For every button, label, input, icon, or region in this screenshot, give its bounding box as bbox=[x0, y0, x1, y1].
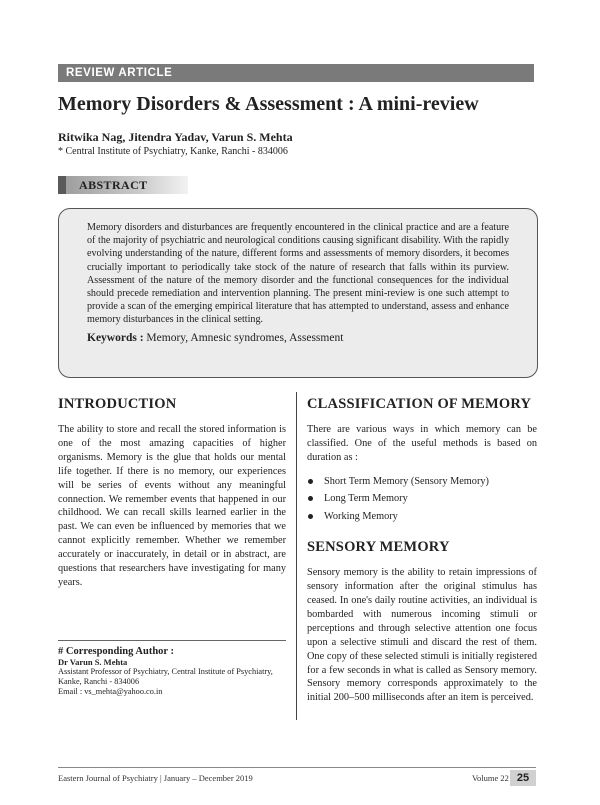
abstract-text: Memory disorders and disturbances are frequently encountered in the clinical practice and are a feature of the majority of psychiatric and neurological conditions causing significant disability. With the rapidly evolving understanding of the nature, different forms and assessments of memory disorders, it becomes crucially important to periodically take stock of the nature of research that falls within its purview. Assessment of the nature of the memory disorder and the functional consequences for the individual should precede remediation and intervention planning. The present mini-review is one such attempt to provide a scan of the emerging empirical literature that has attempted to understand, assess and enhance memory disturbances in the clinical setting. bbox=[87, 222, 509, 326]
column-divider bbox=[296, 392, 297, 720]
corresponding-author-address: Kanke, Ranchi - 834006 bbox=[58, 677, 140, 686]
keywords-line bbox=[87, 332, 509, 344]
abstract-heading: ABSTRACT bbox=[79, 178, 148, 192]
author-affiliation: * Central Institute of Psychiatry, Kanke, Ranchi - 834006 bbox=[58, 146, 288, 157]
introduction-text: The ability to store and recall the stored information is one of the most amazing capacities of higher organisms. Memory is the glue that holds our mental life together. If there is no memory, our experiences will be series of events without any meaningful connection. We remember events that happened in our childhood. We can recall skills learned earlier in the past. We can even be influenced by memories that we cannot explicitly remember. Whether we remember accurately or inaccurately, in detail or in abstract, are questions that researchers have investigating for many years. bbox=[58, 424, 286, 588]
sensory-memory-heading: SENSORY MEMORY bbox=[307, 539, 450, 556]
abstract-heading-bar bbox=[58, 176, 188, 194]
corresponding-author-block bbox=[58, 640, 286, 697]
right-column bbox=[307, 396, 537, 705]
introduction-heading: INTRODUCTION bbox=[58, 396, 177, 412]
list-item bbox=[307, 490, 537, 508]
keywords-value: Memory, Amnesic syndromes, Assessment bbox=[146, 331, 344, 344]
volume-label: Volume 22 bbox=[472, 773, 509, 783]
corresponding-author-heading: # Corresponding Author : bbox=[58, 646, 175, 657]
memory-type-list bbox=[307, 473, 537, 526]
corresponding-author-email: Email : vs_mehta@yahoo.co.in bbox=[58, 687, 163, 696]
journal-footer: Eastern Journal of Psychiatry | January – December 2019 bbox=[58, 773, 253, 783]
list-item-text: Working Memory bbox=[324, 510, 398, 522]
section-banner bbox=[58, 64, 534, 82]
list-item bbox=[307, 508, 537, 526]
left-column bbox=[58, 396, 286, 590]
list-item bbox=[307, 473, 537, 491]
sensory-memory-text: Sensory memory is the ability to retain impressions of sensory information after the original stimulus has ceased. In one's daily routine activities, an individual is bombarded with numerous incoming stimuli or perceptions and through selective attention one focus upon a selective stimuli and discard the rest of them. One copy of these selected stimuli is initially registered for a few seconds in what is called as Sensory memory. Sensory memory corresponds approximately to the initial 200–500 milliseconds after an item is perceived. bbox=[307, 567, 537, 704]
keywords-label: Keywords : bbox=[87, 331, 144, 344]
abstract-box bbox=[58, 208, 538, 378]
bullet-icon bbox=[308, 479, 313, 484]
corresponding-author-rule bbox=[58, 640, 286, 641]
classification-text: There are various ways in which memory can be classified. One of the useful methods is based on duration as : bbox=[307, 424, 537, 463]
corresponding-author-name: Dr Varun S. Mehta bbox=[58, 657, 128, 667]
footer-rule bbox=[58, 767, 536, 768]
bullet-icon bbox=[308, 496, 313, 501]
classification-heading: CLASSIFICATION OF MEMORY bbox=[307, 396, 532, 412]
article-title: Memory Disorders & Assessment : A mini-review bbox=[58, 93, 479, 115]
list-item-text: Long Term Memory bbox=[324, 493, 408, 505]
abstract-heading-marker bbox=[58, 176, 66, 194]
corresponding-author-position: Assistant Professor of Psychiatry, Central Institute of Psychiatry, bbox=[58, 667, 273, 676]
section-label: REVIEW ARTICLE bbox=[66, 67, 173, 79]
author-list: Ritwika Nag, Jitendra Yadav, Varun S. Mehta bbox=[58, 130, 293, 144]
bullet-icon bbox=[308, 514, 313, 519]
page-number: 25 bbox=[510, 770, 536, 786]
list-item-text: Short Term Memory (Sensory Memory) bbox=[324, 475, 489, 487]
